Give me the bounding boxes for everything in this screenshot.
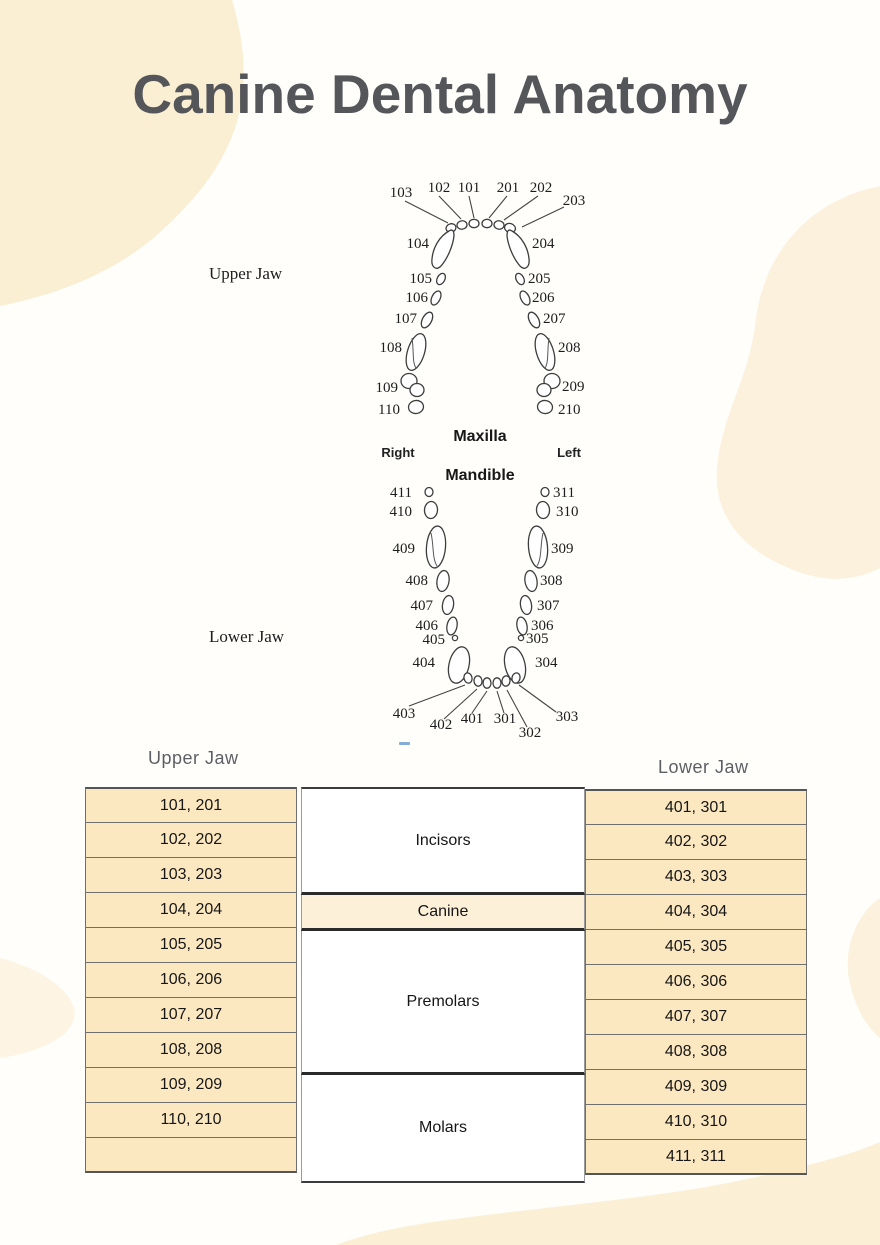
blob-bottom-left — [0, 958, 75, 1058]
tooth-label-206: 206 — [532, 290, 555, 306]
table-cell-upper: 103, 203 — [85, 857, 297, 893]
table-cell-lower: 401, 301 — [585, 789, 807, 825]
table-cell-lower: 408, 308 — [585, 1034, 807, 1070]
tooth-label-407: 407 — [410, 598, 433, 614]
tooth-label-106: 106 — [405, 290, 428, 306]
group-incisors: Incisors — [301, 787, 585, 895]
table-cell-upper: 107, 207 — [85, 997, 297, 1033]
tooth-label-204: 204 — [532, 236, 555, 252]
tooth-label-409: 409 — [392, 541, 415, 557]
table-cell-upper: 108, 208 — [85, 1032, 297, 1068]
lower-jaw-diagram-label: Lower Jaw — [209, 627, 285, 646]
table-cell-lower: 405, 305 — [585, 929, 807, 965]
mandible-label: Mandible — [445, 467, 515, 484]
table-cell-upper: 109, 209 — [85, 1067, 297, 1103]
tooth-label-209: 209 — [562, 379, 585, 395]
lower-jaw-table-header: Lower Jaw — [658, 757, 749, 777]
tooth-label-304: 304 — [535, 655, 558, 671]
tooth-label-109: 109 — [375, 380, 398, 396]
tooth-label-202: 202 — [529, 180, 553, 196]
tooth-label-108: 108 — [379, 340, 402, 356]
tooth-label-305: 305 — [526, 631, 549, 647]
table-cell-lower: 407, 307 — [585, 999, 807, 1035]
tooth-label-102: 102 — [427, 180, 451, 196]
tooth-label-306: 306 — [531, 618, 554, 634]
group-premolars: Premolars — [301, 931, 585, 1075]
tooth-label-402: 402 — [429, 717, 453, 733]
table-cell-lower: 409, 309 — [585, 1069, 807, 1105]
tooth-label-101: 101 — [457, 180, 481, 196]
tooth-label-105: 105 — [409, 271, 432, 287]
tooth-label-307: 307 — [537, 598, 560, 614]
tooth-label-405: 405 — [422, 632, 445, 648]
table-cell-upper: 106, 206 — [85, 962, 297, 998]
blue-dash-mark — [399, 742, 410, 745]
tooth-label-103: 103 — [389, 185, 413, 201]
tooth-label-201: 201 — [496, 180, 520, 196]
tooth-label-411: 411 — [390, 485, 412, 501]
tooth-label-107: 107 — [394, 311, 417, 327]
tooth-label-408: 408 — [405, 573, 428, 589]
table-cell-upper: 102, 202 — [85, 822, 297, 858]
tooth-label-403: 403 — [392, 706, 416, 722]
maxilla-label: Maxilla — [453, 428, 507, 445]
tooth-label-404: 404 — [412, 655, 435, 671]
table-cell-lower: 403, 303 — [585, 859, 807, 895]
table-cell-lower: 411, 311 — [585, 1139, 807, 1175]
upper-jaw-column — [85, 787, 297, 1173]
left-label: Left — [557, 445, 581, 460]
tooth-label-308: 308 — [540, 573, 563, 589]
table-cell-upper: 110, 210 — [85, 1102, 297, 1138]
tooth-label-310: 310 — [556, 504, 579, 520]
tooth-label-208: 208 — [558, 340, 581, 356]
table-cell-lower: 402, 302 — [585, 824, 807, 860]
right-label: Right — [381, 445, 415, 460]
tooth-label-104: 104 — [406, 236, 429, 252]
tooth-label-301: 301 — [493, 711, 517, 727]
table-cell-lower: 406, 306 — [585, 964, 807, 1000]
table-cell-upper-empty — [85, 1137, 297, 1173]
tooth-label-302: 302 — [518, 725, 542, 741]
page-title: Canine Dental Anatomy — [132, 63, 748, 125]
table-cell-upper: 101, 201 — [85, 787, 297, 823]
lower-jaw-column — [585, 789, 807, 1175]
tooth-label-311: 311 — [553, 485, 575, 501]
table-cell-upper: 105, 205 — [85, 927, 297, 963]
group-molars: Molars — [301, 1075, 585, 1183]
tooth-label-410: 410 — [389, 504, 412, 520]
table-cell-upper: 104, 204 — [85, 892, 297, 928]
table-cell-lower: 404, 304 — [585, 894, 807, 930]
tooth-label-406: 406 — [415, 618, 438, 634]
tooth-label-309: 309 — [551, 541, 574, 557]
table-cell-lower: 410, 310 — [585, 1104, 807, 1140]
group-canine: Canine — [301, 895, 585, 931]
tooth-label-303: 303 — [555, 709, 579, 725]
upper-jaw-table-header: Upper Jaw — [148, 748, 239, 768]
tooth-label-210: 210 — [558, 402, 581, 418]
blob-right-small — [848, 898, 880, 1038]
tooth-label-205: 205 — [528, 271, 551, 287]
tooth-label-207: 207 — [543, 311, 566, 327]
tooth-label-110: 110 — [378, 402, 400, 418]
lower-arch-teeth — [424, 488, 550, 689]
tooth-type-column — [301, 787, 585, 1183]
tooth-label-401: 401 — [460, 711, 484, 727]
tooth-label-203: 203 — [562, 193, 586, 209]
upper-jaw-diagram-label: Upper Jaw — [209, 264, 283, 283]
